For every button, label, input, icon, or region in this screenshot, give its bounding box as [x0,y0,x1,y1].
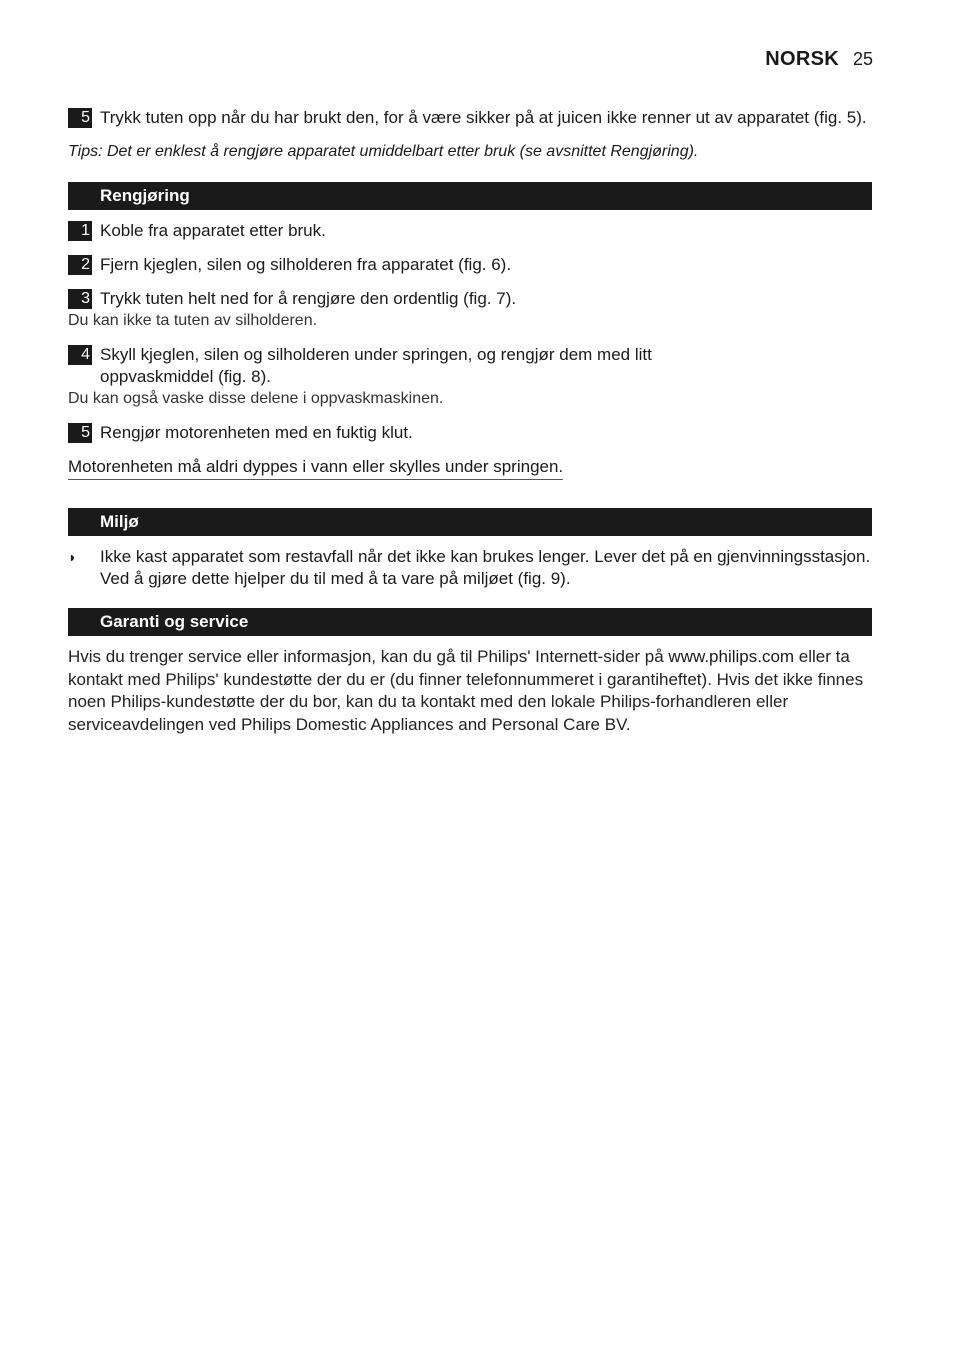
step-number: 5 [68,108,92,128]
section-heading-cleaning: Rengjøring [68,182,872,210]
step-note: Du kan også vaske disse delene i oppvaskmaskinen. [68,390,444,407]
guarantee-text: eller ta kontakt med Philips' kundestøtte der du er (du finner telefonnummeret i garantiheftet). Hvis det ikke finnes noen Philips-kundestøtte der du bor, kan du ta kontakt med den lokale Philips-forhandleren eller serviceavdelingen ved Philips Domestic Appliances and Personal Care BV. [68,647,864,734]
step-number: 3 [68,289,92,309]
warning-text: Motorenheten må aldri dyppes i vann eller skylles under springen. [68,456,563,480]
step-item [68,220,872,242]
step-text: Trykk tuten opp når du har brukt den, for å være sikker på at juicen ikke renner ut av apparatet (fig. 5). [100,108,867,127]
step-item [68,254,872,276]
warning-block [68,456,872,480]
step-item [68,344,872,388]
bullet-arrow-icon: ◗ [68,549,77,565]
tip-text: Tips: Det er enklest å rengjøre apparatet umiddelbart etter bruk (se avsnittet Rengjøring). [68,143,699,160]
bullet-text: Ikke kast apparatet som restavfall når det ikke kan brukes lenger. Lever det på en gjenvinningsstasjon. Ved å gjøre dette hjelper du til med å ta vare på miljøet (fig. 9). [100,547,871,588]
step-text: Trykk tuten helt ned for å rengjøre den ordentlig (fig. 7). [100,289,517,308]
language-label: NORSK [765,48,839,70]
page-header [765,48,873,71]
page-content [68,107,872,736]
step-text: Fjern kjeglen, silen og silholderen fra apparatet (fig. 6). [100,255,512,274]
section-heading-environment: Miljø [68,508,872,536]
step-text: Skyll kjeglen, silen og silholderen under springen, og rengjør dem med litt oppvaskmiddel (fig. 8). [100,345,652,386]
step-note: Du kan ikke ta tuten av silholderen. [68,312,318,329]
step-item [68,422,872,444]
step-item [68,288,872,310]
step-number: 2 [68,255,92,275]
step-number: 1 [68,221,92,241]
page-number: 25 [852,49,873,69]
step-item [68,107,872,129]
section-heading-guarantee: Garanti og service [68,608,872,636]
step-number: 4 [68,345,92,365]
step-text: Koble fra apparatet etter bruk. [100,221,326,240]
bullet-item [68,546,872,590]
step-number: 5 [68,423,92,443]
step-text: Rengjør motorenheten med en fuktig klut. [100,423,413,442]
guarantee-text: Hvis du trenger service eller informasjon, kan du gå til Philips' Internett-sider på [68,647,669,666]
philips-website-link[interactable]: www.philips.com [668,647,795,666]
guarantee-paragraph [68,646,872,736]
